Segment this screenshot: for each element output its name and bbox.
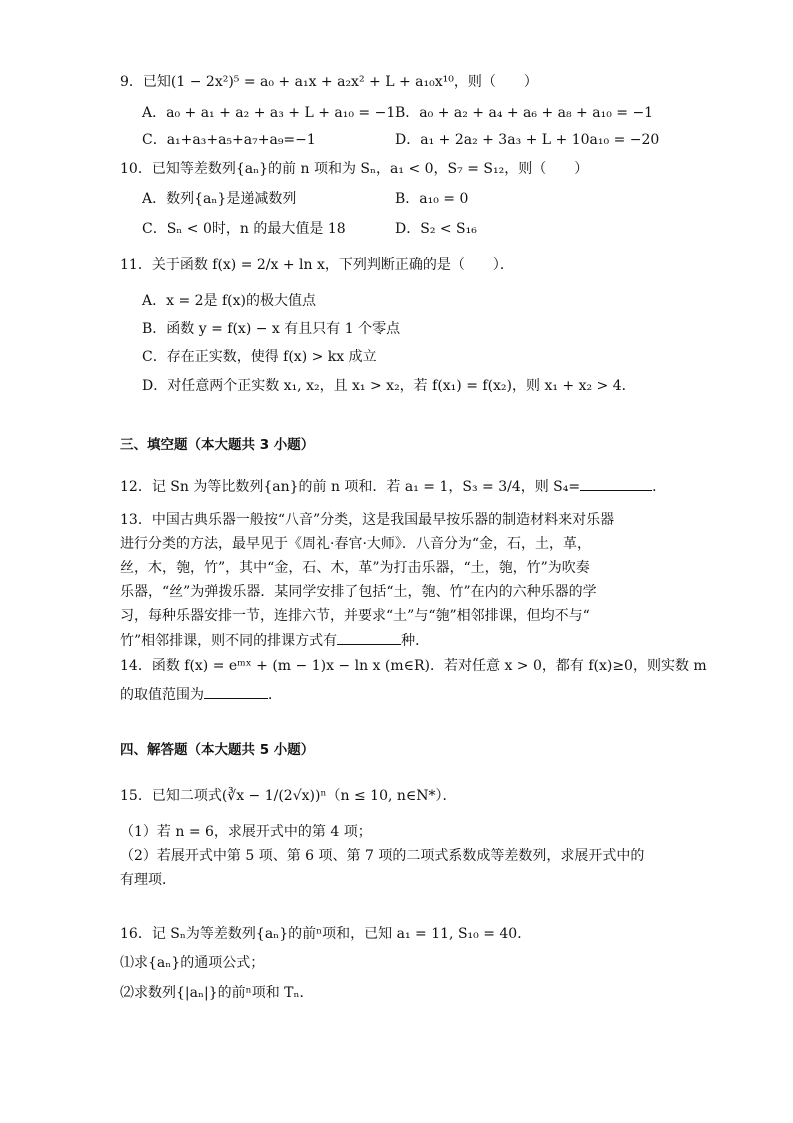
q15-stem: 15．已知二项式(∛x − 1/(2√x))ⁿ（n ≤ 10, n∈N*）． — [120, 788, 457, 804]
q16-stem: 16．记 Sₙ为等差数列{aₙ}的前ⁿ项和，已知 a₁ = 11, S₁₀ = 40． — [120, 926, 532, 942]
q9-option-a: A．a₀ + a₁ + a₂ + a₃ + L + a₁₀ = −1 — [142, 105, 396, 121]
q14-end: ． — [268, 687, 282, 703]
q9-option-b: B．a₀ + a₂ + a₄ + a₆ + a₈ + a₁₀ = −1 — [395, 105, 654, 121]
q14-line-2 — [120, 684, 282, 705]
q10-stem: 10．已知等差数列{aₙ}的前 n 项和为 Sₙ，a₁ < 0，S₇ = S₁₂，则（ ） — [120, 161, 589, 177]
q12-answer-blank[interactable] — [580, 476, 652, 491]
section-heading-answers: 四、解答题（本大题共 5 小题） — [120, 742, 315, 758]
q11-option-b: B．函数 y = f(x) − x 有且只有 1 个零点 — [142, 321, 401, 337]
q15-part-1: （1）若 n = 6，求展开式中的第 4 项； — [120, 824, 372, 840]
q13-end: 种． — [401, 633, 430, 649]
q13-line-6 — [120, 630, 429, 651]
section-heading-fill-in: 三、填空题（本大题共 3 小题） — [120, 437, 315, 453]
q13-line-5: 习，每种乐器安排一节，连排六节，并要求“土”与“匏”相邻排课，但均不与“ — [120, 608, 590, 624]
q9-stem: 9．已知(1 − 2x²)⁵ = a₀ + a₁x + a₂x² + L + a₁₀x¹⁰，则（ ） — [120, 74, 538, 90]
q13-line-3: 丝，木，匏，竹”，其中“金，石、木，革”为打击乐器，“土，匏，竹”为吹奏 — [120, 560, 590, 576]
q11-stem: 11．关于函数 f(x) = 2/x + ln x，下列判断正确的是（ ）． — [120, 257, 514, 273]
q15-part-2: （2）若展开式中第 5 项、第 6 项、第 7 项的二项式系数成等差数列，求展开式中的 — [120, 848, 645, 864]
q14-line-1: 14．函数 f(x) = eᵐˣ + (m − 1)x − ln x (m∈R)．若对任意 x > 0，都有 f(x)≥0，则实数 m — [120, 658, 707, 674]
q16-part-2: ⑵求数列{|aₙ|}的前ⁿ项和 Tₙ． — [120, 985, 314, 1001]
q11-option-c: C．存在正实数，使得 f(x) > kx 成立 — [142, 349, 377, 365]
q9-option-d: D．a₁ + 2a₂ + 3a₃ + L + 10a₁₀ = −20 — [395, 132, 660, 148]
q13-line-4: 乐器，“丝”为弹拨乐器．某同学安排了包括“土，匏、竹”在内的六种乐器的学 — [120, 584, 597, 600]
q12-stem — [120, 476, 666, 497]
q12-end: ． — [652, 479, 667, 495]
q9-option-c: C．a₁+a₃+a₅+a₇+a₉=−1 — [142, 132, 316, 148]
q14-answer-blank[interactable] — [204, 684, 268, 699]
q10-option-a: A．数列{aₙ}是递减数列 — [142, 191, 297, 207]
q10-option-c: C．Sₙ < 0时，n 的最大值是 18 — [142, 221, 346, 237]
q14-text: 的取值范围为 — [120, 687, 204, 703]
q13-line-2: 进行分类的方法，最早见于《周礼·春官·大师》．八音分为“金，石，土，革， — [120, 536, 592, 552]
q12-text: 12．记 Sn 为等比数列{an}的前 n 项和．若 a₁ = 1，S₃ = 3/4，则 S₄= — [120, 479, 581, 495]
q10-option-b: B．a₁₀ = 0 — [395, 191, 469, 207]
q13-text: 竹”相邻排课，则不同的排课方式有 — [120, 633, 338, 649]
q16-part-1: ⑴求{aₙ}的通项公式； — [120, 955, 265, 971]
q13-line-1: 13．中国古典乐器一般按“八音”分类，这是我国最早按乐器的制造材料来对乐器 — [120, 512, 615, 528]
q15-part-2-cont: 有理项． — [120, 872, 176, 888]
q10-option-d: D．S₂ < S₁₆ — [395, 221, 477, 237]
q11-option-d: D．对任意两个正实数 x₁, x₂，且 x₁ > x₂，若 f(x₁) = f(x₂)，则 x₁ + x₂ > 4． — [142, 378, 636, 394]
q13-answer-blank[interactable] — [337, 630, 401, 645]
q11-option-a: A．x = 2是 f(x)的极大值点 — [142, 293, 316, 309]
